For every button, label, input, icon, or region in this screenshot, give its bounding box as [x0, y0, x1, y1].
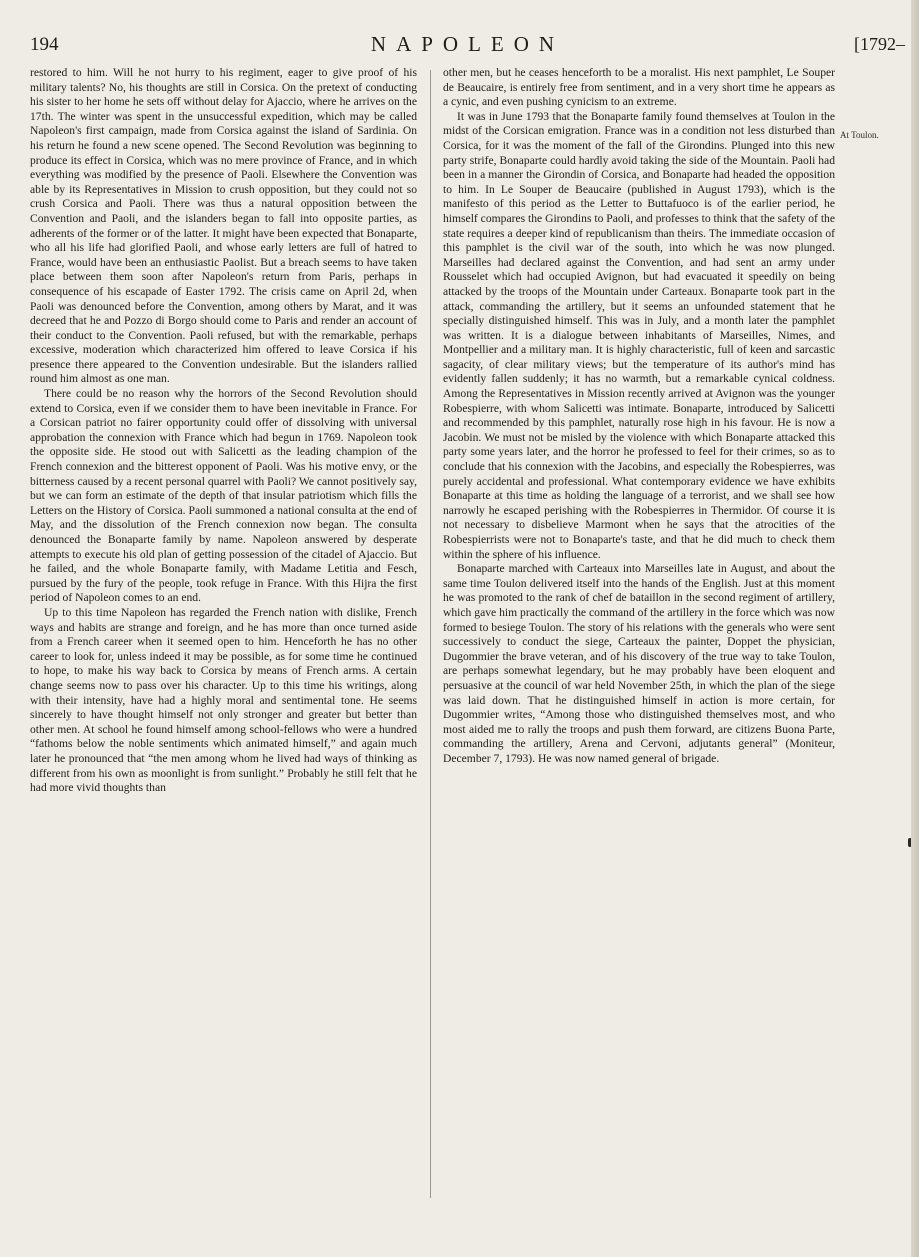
paragraph: There could be no reason why the horrors of the Second Revolution should extend to Corsica, even if we consider them to have been inevitable in France. For a Corsican patriot no fairer opportunity could offer of dissolving with universal approbation the connexion with France which had begun in 1769. Napoleon took the opposite side. He stood out with Salicetti as the leading champion of the French connexion and the bitterest opponent of Paoli. Was his motive envy, or the bitterness caused by a recent personal quarrel with Paoli? We cannot positively say, but we can form an estimate of the depth of that insular patriotism which fills the Letters on the History of Corsica. Paoli summoned a national consulta at the end of May, and the dissolution of the French connexion now began. The consulta denounced the Bonaparte family by name. Napoleon answered by desperate attempts to execute his old plan of getting possession of the citadel of Ajaccio. But he failed, and the whole Bonaparte family, with Madame Letitia and Fesch, pursued by the fury of the people, took refuge in France. With this Hijra the first period of Napoleon comes to an end.: [30, 387, 417, 605]
paragraph: other men, but he ceases henceforth to be a moralist. His next pamphlet, Le Souper de Beaucaire, is entirely free from sentiment, and in a very short time he appears as a cynic, and even pushing cynicism to an extreme.: [443, 66, 835, 109]
right-column: [443, 66, 835, 1206]
paragraph: Up to this time Napoleon has regarded the French nation with dislike, French ways and habits are strange and foreign, and he has more than once turned aside from a French career when it seemed open to him. Henceforth he has no other career to look for, unless indeed it may be possible, as for some time he continued to hope, to make his way back to Corsica by means of French arms. A certain change seems now to pass over his character. Up to this time his writings, along with their intensity, have had a highly moral and sentimental tone. He seems sincerely to have thought himself not only stronger and greater but better than other men. At school he found himself among school-fellows who were a hundred “fathoms below the noble sentiments which animated himself,” and again much later he pronounced that “the men among whom he lived had ways of thinking as different from his own as moonlight is from sunlight.” Probably he still felt that he had more vivid thoughts than: [30, 605, 417, 795]
column-divider: [430, 70, 431, 1198]
paragraph: It was in June 1793 that the Bonaparte family found themselves at Toulon in the midst of the Corsican emigration. France was in a condition not less disturbed than Corsica, for it was the moment of the fall of the Girondins. Plunged into this new party strife, Bonaparte could hardly avoid taking the side of the Mountain. Paoli had been in a manner the Girondin of Corsica, and Bonaparte had headed the opposition to him. In Le Souper de Beaucaire (published in August 1793), which is the manifesto of this period as the Letter to Buttafuoco is of the earlier period, he himself compares the Girondins to Paoli, and professes to think that the safety of the state requires a deeper kind of republicanism than theirs. The immediate occasion of this pamphlet is the civil war of the south, into which he was now plunged. Marseilles had declared against the Convention, and had sent an army under Rousselet which had occupied Avignon, but had evacuated it speedily on being attacked by the troops of the Mountain under Carteaux. Bonaparte took part in the attack, commanding the artillery, but it seems an unfounded statement that he specially distinguished himself. This was in July, and a month later the pamphlet was written. It is a dialogue between inhabitants of Marseilles, Nimes, and Montpellier and a military man. It is highly characteristic, full of keen and sarcastic sagacity, of clear military views; but the temperature of its author's mind has evidently fallen suddenly; it has no warmth, but a remarkable cynical coldness. Among the Representatives in Mission recently arrived at Avignon was the younger Robespierre, with whom Salicetti was intimate. Bonaparte, introduced by Salicetti and recommended by this pamphlet, naturally rose high in his favour. He is now a Jacobin. We must not be misled by the violence with which Bonaparte attacked this party some years later, and the horror he professed to feel for their crimes, so as to conclude that his connexion with the Jacobins, and especially the Robespierres, was purely accidental and professional. What contemporary evidence we have exhibits Bonaparte at this time as holding the language of a terrorist, and we shall see how narrowly he escaped perishing with the Robespierres in Thermidor. Of course it is not necessary to disbelieve Marmont when he says that the atrocities of the Robespierrists were not to Bonaparte's taste, and that he did much to check them within the sphere of his influence.: [443, 109, 835, 561]
page-fold-shadow: [911, 0, 919, 1257]
page-number: 194: [30, 34, 59, 55]
running-title: NAPOLEON: [370, 32, 565, 56]
left-column: [30, 66, 417, 1206]
page-header: [30, 34, 905, 60]
margin-note: At Toulon.: [840, 130, 879, 140]
paragraph: restored to him. Will he not hurry to his regiment, eager to give proof of his military talents? No, his thoughts are still in Corsica. On the pretext of conducting his sister to her home he sets off without delay for Ajaccio, where he arrives on the 17th. The winter was spent in the unsuccessful expedition, which may be called Napoleon's first campaign, made from Corsica against the island of Sardinia. On his return he found a new scene opened. The Second Revolution was beginning to produce its effect in Corsica, which was no mere province of France, and in which everything was modified by the presence of Paoli. Elsewhere the Convention was able by its Representatives in Mission to crush opposition, but they could not so crush Corsica and Paoli. There was thus a natural opposition between the Convention and Paoli, and the islanders began to fall into opposite parties, as adherents of the former or of the latter. It might have been expected that Bonaparte, who all his life had glorified Paoli, and whose early letters are full of hatred to France, would have been an enthusiastic Paolist. But a breach seems to have taken place between them soon after Napoleon's return from Paris, perhaps in consequence of his escapade of Easter 1792. The crisis came on April 2d, when Paoli was denounced before the Convention, among others by Marat, and it was decreed that he and Pozzo di Borgo should come to Paris and render an account of their conduct to the Convention. Paoli refused, but with the remarkable, perhaps excessive, moderation which characterized him offered to leave Corsica if his presence there appeared to the Convention undesirable. But the islanders rallied round him almost as one man.: [30, 66, 417, 386]
paragraph: Bonaparte marched with Carteaux into Marseilles late in August, and about the same time Toulon delivered itself into the hands of the English. Just at this moment he was promoted to the rank of chef de bataillon in the second regiment of artillery, which gave him practically the command of the artillery in the force which was now formed to besiege Toulon. The story of his relations with the generals who were sent successively to conduct the siege, Carteaux the painter, Doppet the physician, Dugommier the brave veteran, and of his discovery of the true way to take Toulon, are perhaps somewhat legendary, but he may probably have been eloquent and persuasive at the council of war held November 25th, in which the plan of the siege was laid down. That he distinguished himself in action is more certain, for Dugommier writes, “Among those who distinguished themselves most, and who most aided me to rally the troops and push them forward, are citizens Buona Parte, commanding the artillery, Arena and Cervoni, adjutants general” (Moniteur, December 7, 1793). He was now named general of brigade.: [443, 562, 835, 765]
year-range: [1792–: [854, 34, 905, 54]
